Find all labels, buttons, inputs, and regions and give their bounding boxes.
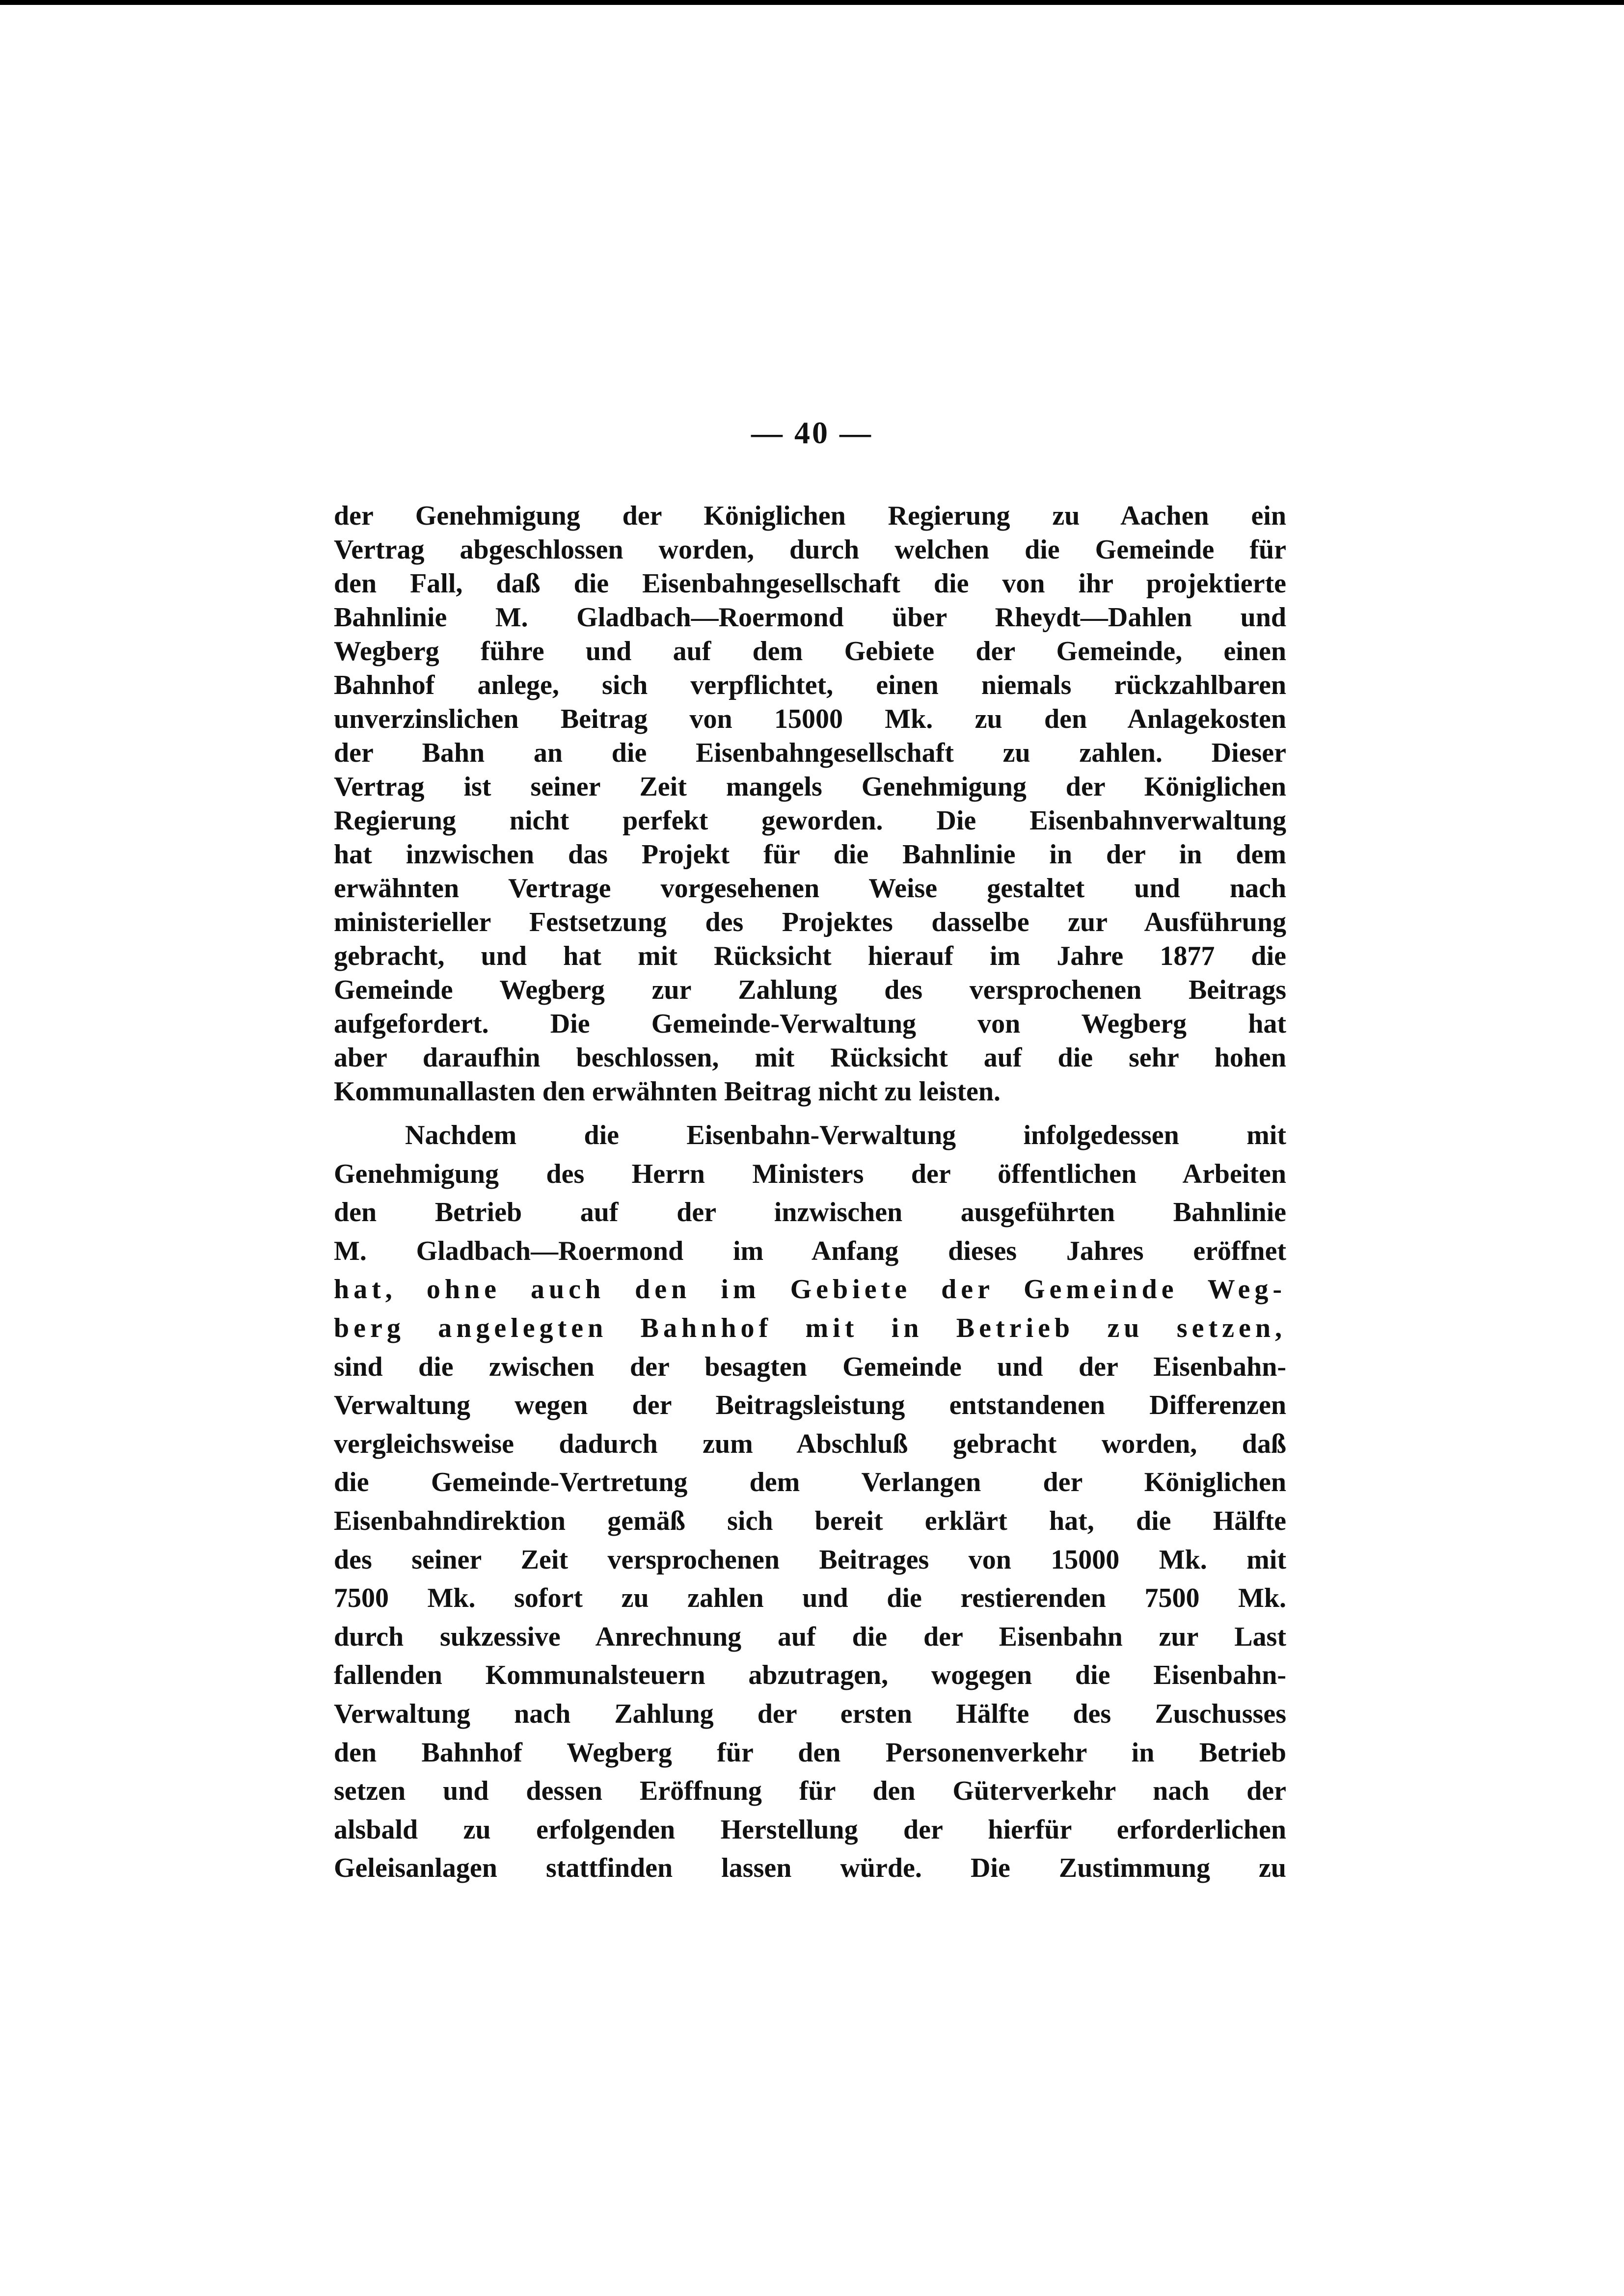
page-number: — 40 —	[751, 415, 873, 450]
text-line: den Bahnhof Wegberg für den Personenverkehr in Betrieb	[334, 1737, 1286, 1768]
text-line: der Genehmigung der Königlichen Regierung zu Aachen ein	[334, 501, 1286, 531]
text-line: des seiner Zeit versprochenen Beitrages von 15000 Mk. mit	[334, 1544, 1286, 1575]
text-line: Gemeinde Wegberg zur Zahlung des versprochenen Beitrags	[334, 975, 1286, 1005]
text-line: berg angelegten Bahnhof mit in Betrieb zu setzen,	[334, 1312, 1286, 1343]
text-line: alsbald zu erfolgenden Herstellung der hierfür erforderlichen	[334, 1814, 1286, 1845]
text-line: hat inzwischen das Projekt für die Bahnlinie in der in dem	[334, 839, 1286, 870]
text-line: vergleichsweise dadurch zum Abschluß gebracht worden, daß	[334, 1428, 1286, 1459]
text-line: gebracht, und hat mit Rücksicht hierauf im Jahre 1877 die	[334, 941, 1286, 971]
text-line: erwähnten Vertrage vorgesehenen Weise gestaltet und nach	[334, 873, 1286, 904]
text-line: aber daraufhin beschlossen, mit Rücksicht auf die sehr hohen	[334, 1042, 1286, 1073]
text-line: ministerieller Festsetzung des Projektes dasselbe zur Ausführung	[334, 907, 1286, 937]
text-line: Vertrag abgeschlossen worden, durch welchen die Gemeinde für	[334, 534, 1286, 565]
scan-top-edge	[0, 0, 1624, 5]
text-line: Kommunallasten den erwähnten Beitrag nicht zu leisten.	[334, 1076, 1001, 1107]
text-line: durch sukzessive Anrechnung auf die der Eisenbahn zur Last	[334, 1621, 1286, 1652]
text-line: unverzinslichen Beitrag von 15000 Mk. zu den Anlagekosten	[334, 704, 1286, 734]
text-line: sind die zwischen der besagten Gemeinde und der Eisenbahn-	[334, 1351, 1286, 1382]
text-line: Bahnhof anlege, sich verpflichtet, einen niemals rückzahlbaren	[334, 670, 1286, 700]
text-line: Genehmigung des Herrn Ministers der öffentlichen Arbeiten	[334, 1158, 1286, 1189]
paragraph-1	[334, 499, 1286, 1109]
text-line: setzen und dessen Eröffnung für den Güterverkehr nach der	[334, 1776, 1286, 1807]
text-line: Vertrag ist seiner Zeit mangels Genehmigung der Königlichen	[334, 772, 1286, 802]
text-line: Nachdem die Eisenbahn-Verwaltung infolgedessen mit	[405, 1120, 1286, 1150]
text-line: Geleisanlagen stattfinden lassen würde. Die Zustimmung zu	[334, 1853, 1286, 1884]
text-line: Regierung nicht perfekt geworden. Die Eisenbahnverwaltung	[334, 805, 1286, 836]
text-line: hat, ohne auch den im Gebiete der Gemeinde Weg-	[334, 1274, 1286, 1305]
text-line: Eisenbahndirektion gemäß sich bereit erklärt hat, die Hälfte	[334, 1505, 1286, 1536]
text-line: M. Gladbach—Roermond im Anfang dieses Jahres eröffnet	[334, 1235, 1286, 1266]
text-line: den Fall, daß die Eisenbahngesellschaft die von ihr projektierte	[334, 568, 1286, 599]
text-line: aufgefordert. Die Gemeinde-Verwaltung von Wegberg hat	[334, 1009, 1286, 1039]
text-line: Wegberg führe und auf dem Gebiete der Gemeinde, einen	[334, 636, 1286, 667]
text-line: 7500 Mk. sofort zu zahlen und die restierenden 7500 Mk.	[334, 1583, 1286, 1614]
text-line: die Gemeinde-Vertretung dem Verlangen der Königlichen	[334, 1467, 1286, 1498]
text-line: fallenden Kommunalsteuern abzutragen, wogegen die Eisenbahn-	[334, 1660, 1286, 1691]
text-line: Verwaltung wegen der Beitragsleistung entstandenen Differenzen	[334, 1390, 1286, 1421]
text-line: Bahnlinie M. Gladbach—Roermond über Rheydt—Dahlen und	[334, 602, 1286, 633]
text-line: der Bahn an die Eisenbahngesellschaft zu zahlen. Dieser	[334, 738, 1286, 768]
paragraph-2	[334, 1116, 1286, 1888]
text-line: den Betrieb auf der inzwischen ausgeführten Bahnlinie	[334, 1197, 1286, 1228]
text-line: Verwaltung nach Zahlung der ersten Hälfte des Zuschusses	[334, 1698, 1286, 1729]
